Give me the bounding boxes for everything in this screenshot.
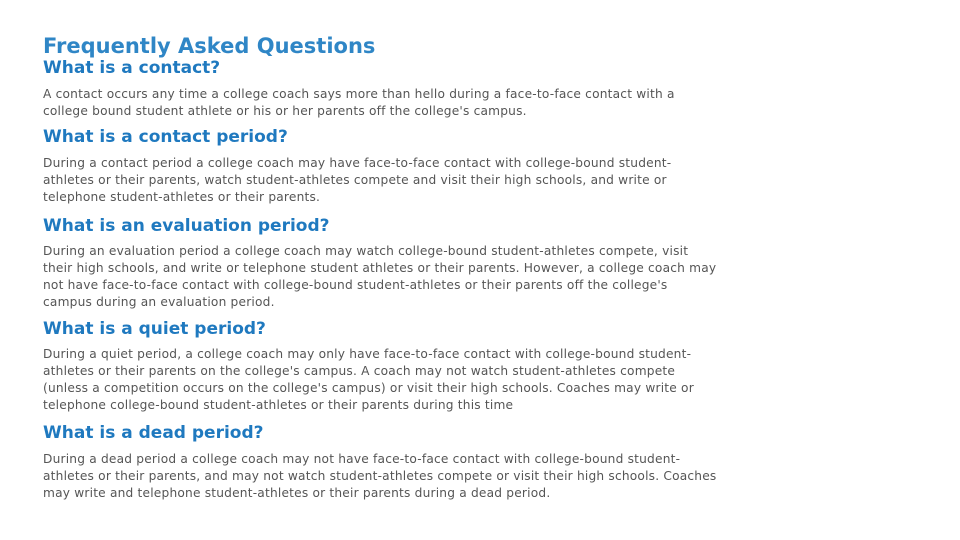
faq-question-dead-period: What is a dead period? <box>43 423 264 443</box>
faq-question-contact: What is a contact? <box>43 58 221 78</box>
faq-question-quiet-period: What is a quiet period? <box>43 319 266 339</box>
answer-line: During a dead period a college coach may not have face-to-face contact with college-bound student- <box>43 452 681 466</box>
answer-line: A contact occurs any time a college coach says more than hello during a face-to-face contact with a <box>43 87 675 101</box>
answer-line: athletes or their parents, watch student-athletes compete and visit their high schools, and write or <box>43 173 667 187</box>
faq-answer-dead-period <box>43 451 923 502</box>
answer-line: college bound student athlete or his or her parents off the college's campus. <box>43 104 527 118</box>
answer-line: During a quiet period, a college coach may only have face-to-face contact with college-bound student- <box>43 347 692 361</box>
answer-line: may write and telephone student-athletes or their parents during a dead period. <box>43 486 551 500</box>
answer-line: During an evaluation period a college coach may watch college-bound student-athletes compete, visit <box>43 244 689 258</box>
faq-answer-evaluation-period <box>43 243 923 311</box>
answer-line: not have face-to-face contact with college-bound student-athletes or their parents off the college's <box>43 278 668 292</box>
faq-answer-contact <box>43 86 923 120</box>
answer-line: athletes or their parents on the college's campus. A coach may not watch student-athletes compete <box>43 364 676 378</box>
answer-line: During a contact period a college coach may have face-to-face contact with college-bound student- <box>43 156 672 170</box>
answer-line: telephone student-athletes or their parents. <box>43 190 321 204</box>
answer-line: (unless a competition occurs on the college's campus) or visit their high schools. Coaches may write or <box>43 381 694 395</box>
answer-line: athletes or their parents, and may not watch student-athletes compete or visit their high schools. Coaches <box>43 469 717 483</box>
page-title: Frequently Asked Questions <box>43 34 376 58</box>
faq-answer-quiet-period <box>43 346 923 414</box>
answer-line: telephone college-bound student-athletes or their parents during this time <box>43 398 514 412</box>
faq-question-contact-period: What is a contact period? <box>43 127 288 147</box>
faq-answer-contact-period <box>43 155 923 206</box>
faq-question-evaluation-period: What is an evaluation period? <box>43 216 330 236</box>
answer-line: campus during an evaluation period. <box>43 295 275 309</box>
answer-line: their high schools, and write or telephone student athletes or their parents. However, a college coach may <box>43 261 717 275</box>
